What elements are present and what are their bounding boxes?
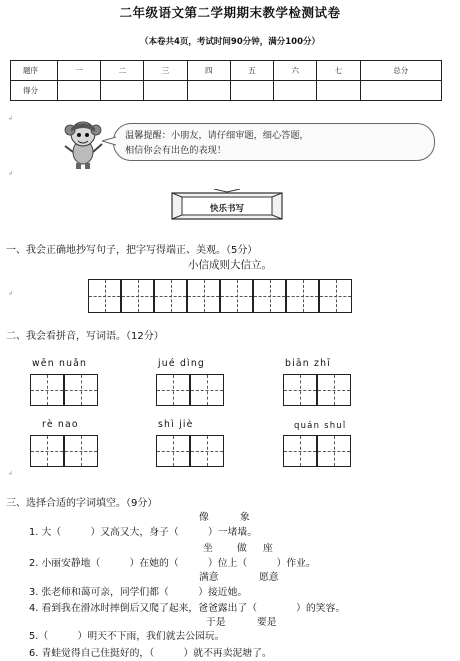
writing-cell[interactable] [190, 435, 224, 467]
score-cell: 六 [274, 61, 317, 81]
writing-cell[interactable] [220, 279, 253, 313]
monkey-mascot-icon [62, 116, 104, 170]
writing-cell[interactable] [30, 374, 64, 406]
pinyin-label: wēn nuǎn [32, 358, 88, 369]
bubble-tail-icon [102, 136, 116, 146]
score-cell: 七 [317, 61, 360, 81]
writing-cell[interactable] [319, 279, 352, 313]
word-option: 像 [199, 512, 209, 523]
section-3-heading: 三、选择合适的字词填空。（9分） [6, 498, 158, 509]
paragraph-mark-icon: ↲ [8, 290, 14, 297]
score-cell: 一 [58, 61, 101, 81]
writing-cell[interactable] [253, 279, 286, 313]
paragraph-mark-icon: ↲ [8, 170, 14, 177]
question-5: 5.（ ）明天不下雨，我们就去公园玩。 [29, 631, 225, 642]
writing-cell[interactable] [317, 374, 351, 406]
word-option: 做 [237, 543, 247, 554]
score-table [10, 60, 442, 101]
writing-cell[interactable] [64, 374, 98, 406]
word-option: 愿意 [259, 572, 279, 583]
score-blank[interactable] [317, 81, 360, 101]
word-option: 于是 [206, 617, 226, 628]
page-title: 二年级语文第二学期期末教学检测试卷 [119, 5, 341, 20]
question-3: 3. 张老师和蔼可亲，同学们都（ ）接近她。 [29, 587, 248, 598]
writing-cell[interactable] [121, 279, 154, 313]
word-option: 座 [263, 543, 273, 554]
writing-cell[interactable] [317, 435, 351, 467]
word-option: 坐 [203, 543, 213, 554]
pinyin-label: biān zhī [285, 358, 331, 369]
score-blank[interactable] [360, 81, 441, 101]
score-blank[interactable] [187, 81, 230, 101]
score-blank[interactable] [274, 81, 317, 101]
word-option: 要是 [257, 617, 277, 628]
score-table-score-row [11, 81, 442, 101]
tip-line-1: 温馨提醒：小朋友，请仔细审题，细心答题， [125, 130, 309, 141]
writing-cell[interactable] [154, 279, 187, 313]
tip-line-2: 相信你会有出色的表现！ [125, 145, 227, 156]
word-option: 象 [240, 512, 250, 523]
section-2-heading: 二、我会看拼音，写词语。（12分） [6, 331, 164, 342]
pinyin-label: jué dìng [158, 358, 206, 369]
writing-cell[interactable] [156, 374, 190, 406]
section-1-heading: 一、我会正确地抄写句子，把字写得端正、美观。（5分） [6, 245, 258, 256]
writing-cell[interactable] [283, 435, 317, 467]
score-cell: 四 [187, 61, 230, 81]
writing-cell[interactable] [190, 374, 224, 406]
score-cell: 二 [101, 61, 144, 81]
word-option: 满意 [199, 572, 219, 583]
page-subtitle: （本卷共4页，考试时间90分钟，满分100分） [140, 37, 320, 47]
writing-cell[interactable] [30, 435, 64, 467]
question-2: 2. 小丽安静地（ ）在她的（ ）位上（ ）作业。 [29, 558, 316, 569]
writing-cell[interactable] [286, 279, 319, 313]
question-4: 4. 看到我在滑冰时摔倒后又爬了起来，爸爸露出了（ ）的笑容。 [29, 603, 346, 614]
score-cell: 总分 [360, 61, 441, 81]
pinyin-label: shì jiè [158, 419, 194, 430]
question-6: 6. 青蛙觉得自己住挺好的，（ ）就不再卖泥塘了。 [29, 648, 272, 659]
writing-cell[interactable] [283, 374, 317, 406]
score-cell: 五 [230, 61, 273, 81]
question-1: 1. 大（ ）又高又大，身子（ ）一堵墙。 [29, 527, 257, 538]
score-blank[interactable] [144, 81, 187, 101]
score-row-label: 得分 [11, 81, 58, 101]
paragraph-mark-icon: ↲ [8, 115, 14, 122]
writing-cell[interactable] [156, 435, 190, 467]
score-cell: 三 [144, 61, 187, 81]
writing-cell[interactable] [64, 435, 98, 467]
tip-text [125, 128, 425, 158]
pinyin-label: rè nao [42, 419, 79, 430]
copy-sentence: 小信成则大信立。 [188, 259, 272, 271]
paragraph-mark-icon: ↲ [8, 470, 14, 477]
score-blank[interactable] [101, 81, 144, 101]
banner-label: 快乐书写 [209, 204, 244, 214]
score-blank[interactable] [58, 81, 101, 101]
writing-cell[interactable] [187, 279, 220, 313]
score-cell: 题序 [11, 61, 58, 81]
score-table-header-row [11, 61, 442, 81]
pinyin-label: quán shuǐ [294, 421, 347, 431]
score-blank[interactable] [230, 81, 273, 101]
writing-cell[interactable] [88, 279, 121, 313]
